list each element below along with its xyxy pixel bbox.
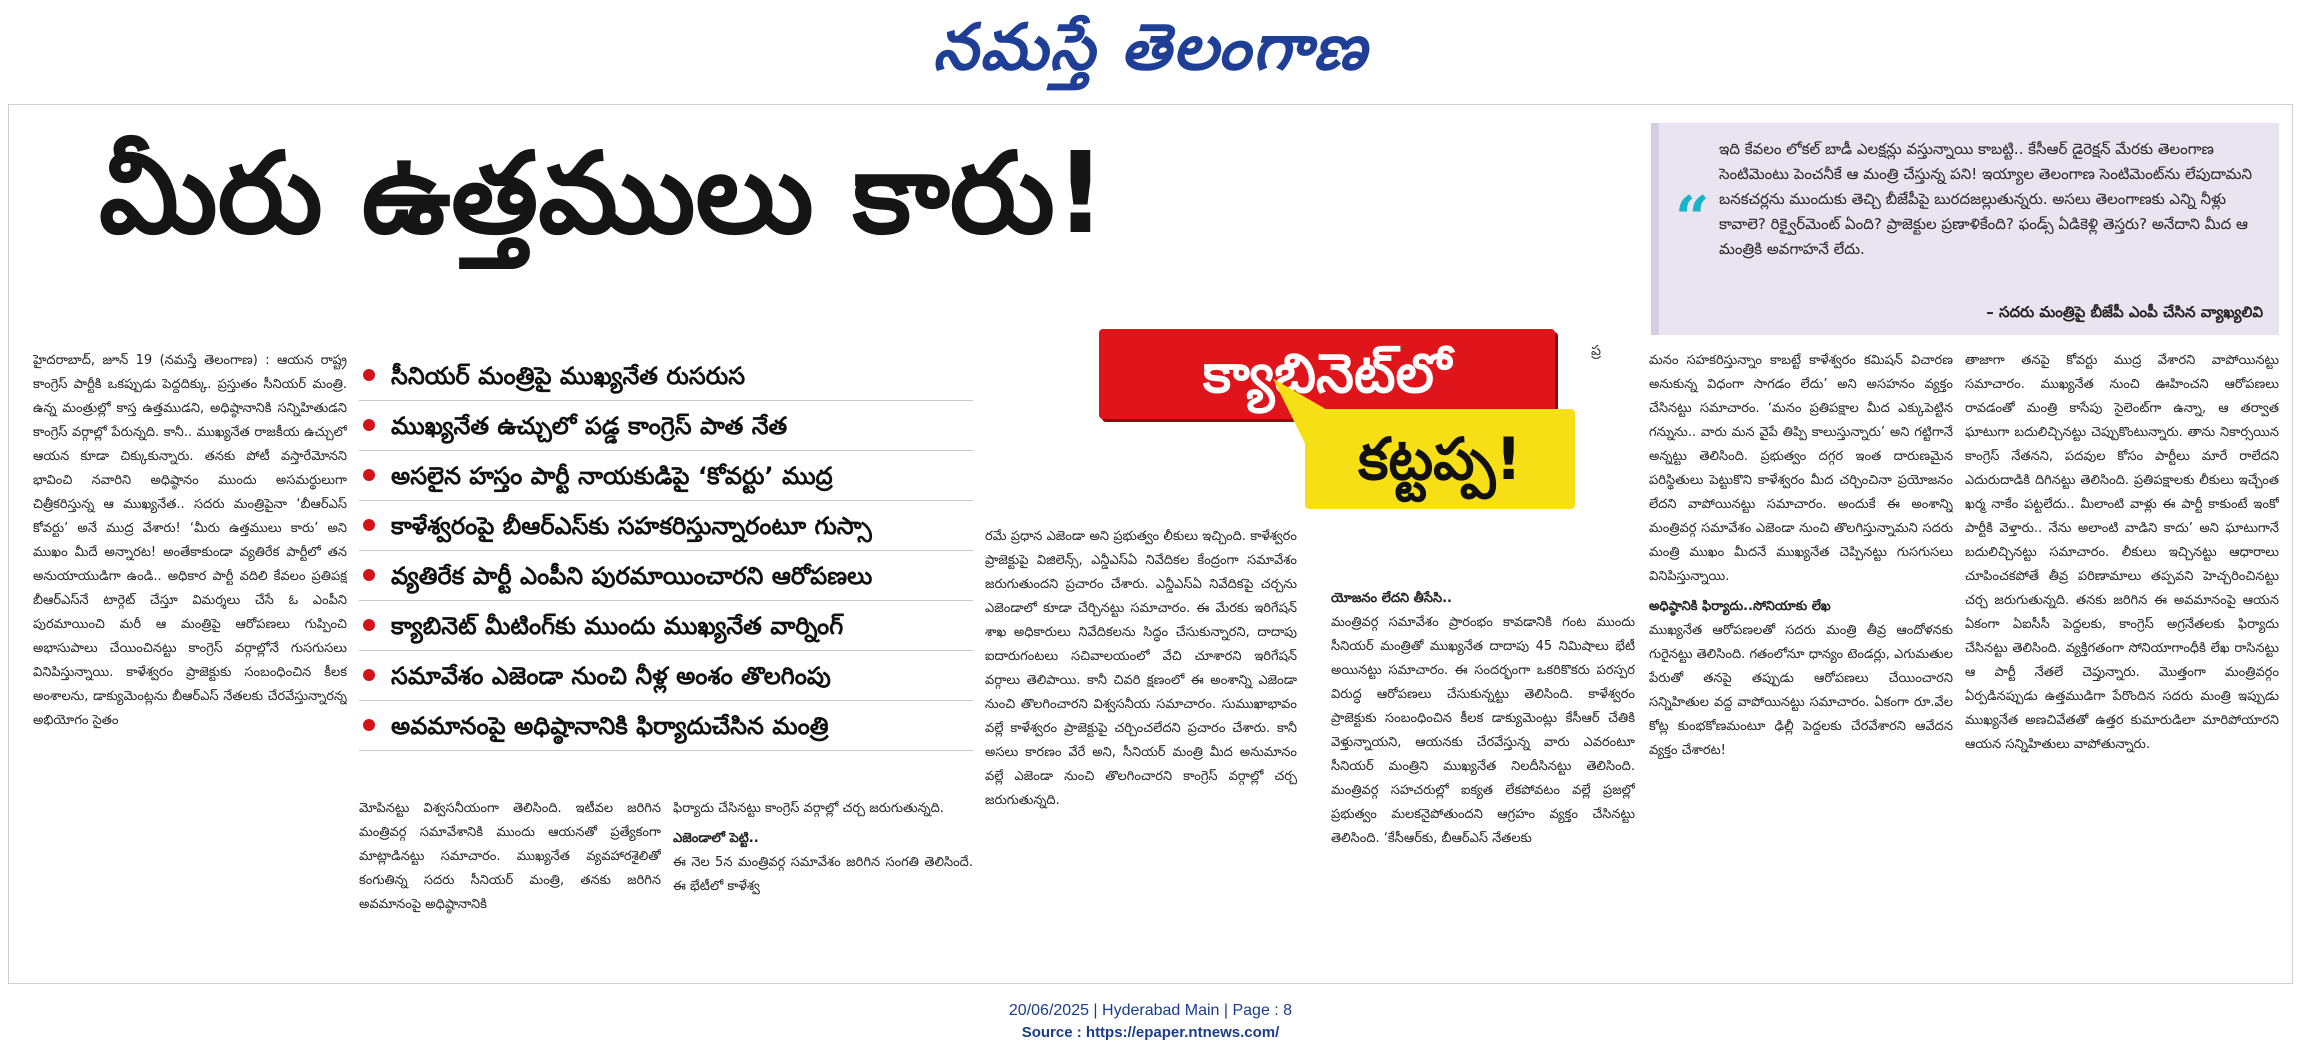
article-headline: మీరు ఉత్తములు కారు!: [99, 129, 1106, 259]
cabinet-graphic: [1099, 329, 1579, 529]
column-text: మనం సహకరిస్తున్నాం కాబట్టే కాళేశ్వరం కమిషన్ విచారణ అనుకున్న విధంగా సాగడం లేదు’ అని అసహనం వ్యక్తం చేసినట్టు సమాచారం. ‘మనం ప్రతిపక్షాల మీద ఎక్కుపెట్టిన గన్నును.. వారు మన వైపే తిప్పి కాలుస్తున్నారు’ అని గట్టిగానే అన్నట్టు తెలిసింది. ప్రభుత్వం దగ్గర ఇంత దారుణమైన పరిస్థితులు పెట్టుకొని కాళేశ్వరం మీద చర్చించినా ప్రయోజనం లేదని వాపోయినట్టు సమాచారం. అందుకే ఈ అంశాన్ని మంత్రివర్గ సమావేశం ఎజెండా నుంచి తొలగిస్తున్నామని సదరు మంత్రి ముఖం మీదనే ముఖ్యనేత చెప్పినట్టు గుసగుసలు వినిపిస్తున్నాయి.: [1649, 353, 1953, 584]
subheading: అధిష్ఠానికి ఫిర్యాదు..సోనియాకు లేఖ: [1649, 599, 1831, 614]
highlight-item: అసలైన హస్తం పార్టీ నాయకుడిపై ‘కోవర్టు’ ముద్ర: [359, 451, 973, 501]
highlight-item: అవమానంపై అధిష్ఠానానికి ఫిర్యాదుచేసిన మంత్రి: [359, 701, 973, 751]
highlight-item: క్యాబినెట్ మీటింగ్‌కు ముందు ముఖ్యనేత వార్నింగ్: [359, 601, 973, 651]
article-column-4: [985, 525, 1297, 977]
highlight-item: ముఖ్యనేత ఉచ్చులో పడ్డ కాంగ్రెస్ పాత నేత: [359, 401, 973, 451]
edition-info: 20/06/2025 | Hyderabad Main | Page : 8: [1008, 1002, 1293, 1019]
column-text: రమే ప్రధాన ఎజెండా అని ప్రభుత్వం లీకులు ఇచ్చింది. కాళేశ్వరం ప్రాజెక్టుపై విజిలెన్స్, ఎన్డీఎస్‌ఏ నివేదికల కేంద్రంగా సమావేశం జరుగుతుందని ప్రచారం చేశారు. ఎన్డీఎస్‌ఏ నివేదికపై చర్చను ఎజెండాలో కూడా చేర్చినట్టు సమాచారం. ఈ మేరకు ఇరిగేషన్ శాఖ అధికారులు నివేదికలను సిద్ధం చేసుకున్నారని, దాదాపు ఐదారుగంటలు సచివాలయంలో వేచి చూశారని ఇరిగేషన్ వర్గాలు తెలిపాయి. కానీ చివరి క్షణంలో ఈ అంశాన్ని ఎజెండా నుంచి తొలగించారని విశ్వసనీయ సమాచారం. సుముఖాభావం వల్లే కాళేశ్వరం ప్రాజెక్టుపై చర్చించలేదని ప్రచారం చేశారు. కానీ అసలు కారణం వేరే అని, సీనియర్ మంత్రి మీద అనుమానం వల్లే ఎజెండా నుంచి తొలగించారని కాంగ్రెస్ వర్గాల్లో చర్చ జరుగుతున్నది.: [985, 529, 1297, 808]
bullet-icon: [363, 569, 375, 581]
masthead: [0, 0, 2301, 100]
article-clipping: [8, 104, 2293, 984]
bullet-icon: [363, 619, 375, 631]
graphic-label-yellow: కట్టప్ప!: [1305, 409, 1575, 509]
quote-attribution: – సదరు మంత్రిపై బీజేపీ ఎంపీ చేసిన వ్యాఖ్యలివి: [1986, 303, 2263, 321]
newspaper-logo: నమస్తే తెలంగాణ: [932, 11, 1369, 85]
column-text: హైదరాబాద్, జూన్ 19 (నమస్తే తెలంగాణ) : ఆయన రాష్ట్ర కాంగ్రెస్ పార్టీకి ఒకప్పుడు పెద్దదిక్కు. ప్రస్తుతం సీనియర్ మంత్రి. ఉన్న మంత్రుల్లో కాస్త ఉత్తముడని, అధిష్ఠానానికి సన్నిహితుడని కాంగ్రెస్ వర్గాల్లో పేరున్నది. కానీ.. ముఖ్యనేత రాజకీయ ఉచ్చులో ఆయన కూడా చిక్కుకున్నారు. తనకు పోటీ వస్తారేమోనని భావించి నవారిని అధిష్ఠానం ముందు అసమర్థులుగా చిత్రీకరిస్తున్న ఆ ముఖ్యనేత.. సదరు మంత్రిపైనా ‘బీఆర్‌ఎస్ కోవర్టు’ అనే ముద్ర వేశారు! ‘మీరు ఉత్తములు కారు’ అని ముఖం మీదే అన్నారట! అంతేకాకుండా వ్యతిరేక పార్టీలో తన అనుయాయుడిగా ఉండి.. అధికార పార్టీ వదిలి కేవలం ప్రతిపక్ష బీఆర్‌ఎస్‌నే టార్గెట్ చేస్తూ విమర్శలు చేసే ఓ ఎంపీని పురమాయించి మరీ ఆ మంత్రిపై ఆరోపణలు గుప్పించి అభాసుపాలు చేయించినట్టు కాంగ్రెస్ వర్గాల్లోనే గుసగుసలు వినిపిస్తున్నాయి. కాళేశ్వరం ప్రాజెక్టుకు సంబంధించిన కీలక అంశాలను, డాక్యుమెంట్లను బీఆర్‌ఎస్ నేతలకు చేరవేస్తున్నారన్న అభియోగం సైతం: [33, 353, 347, 728]
bullet-icon: [363, 519, 375, 531]
column-text: తాజాగా తనపై కోవర్టు ముద్ర వేశారని వాపోయినట్టు సమాచారం. ముఖ్యనేత నుంచి ఊహించని ఆరోపణలు రావడంతో మంత్రి కాసేపు సైలెంట్‌గా ఉన్నా, ఆ తర్వాత ఘాటుగా బదులిచ్చినట్టు చెప్పుకొంటున్నారు. తాను నికార్సయిన కాంగ్రెస్ నేతనని, పదవుల కోసం పార్టీలు మారే రాలేదని ఎదురుదాడికి దిగినట్టు తెలిసింది. ప్రతిపక్షాలకు లీకులు ఇచ్చేంత ఖర్మ నాకేం పట్టలేదు.. మీలాంటి వాళ్లు ఈ పార్టీ కాకుంటే ఇంకో పార్టీకి వెళ్తారు.. నేను అలాంటి వాడిని కాదు’ అని ఘాటుగానే బదులిచ్చినట్టు సమాచారం. లీకులు ఇచ్చినట్టు ఆధారాలు చూపించకపోతే తీవ్ర పరిణామాలు తప్పవని హెచ్చరించినట్టు చర్చ జరుగుతున్నది. తనకు జరిగిన ఈ అవమానంపై ఆయన ఏకంగా ఏఐసీసీ పెద్దలకు, కాంగ్రెస్ అగ్రనేతలకు ఫిర్యాదు చేసినట్టు తెలిసింది. వ్యక్తిగతంగా సోనియాగాంధీకి లేఖ రాసినట్టు ఆ పార్టీ నేతలే చెప్తున్నారు. మొత్తంగా మంత్రివర్గం ఏర్పడినప్పుడు ఉత్తముడిగా పేరొందిన సదరు మంత్రి ఇప్పుడు ముఖ్యనేత అణచివేతతో ఉత్తర కుమారుడిలా మారిపోయారని ఆయన సన్నిహితులు వాపోతున్నారు.: [1965, 353, 2279, 752]
highlight-item: వ్యతిరేక పార్టీ ఎంపీని పురమాయించారని ఆరోపణలు: [359, 551, 973, 601]
stray-character: ప్ర: [1591, 343, 1601, 359]
bullet-icon: [363, 719, 375, 731]
column-text: ముఖ్యనేత ఆరోపణలతో సదరు మంత్రి తీవ్ర ఆందోళనకు గురైనట్టు తెలిసింది. గతంలోనూ ధాన్యం టెండర్లు, ఎగుమతుల పేరుతో తనపై తప్పుడు ఆరోపణలు చేయించారని సన్నిహితుల వద్ద వాపోయినట్టు సమాచారం. ఏకంగా రూ.వేల కోట్ల కుంభకోణమంటూ ఢిల్లీ పెద్దలకు చేరవేశారని ఆవేదన వ్యక్తం చేశారట!: [1649, 623, 1953, 758]
article-column-1: [33, 349, 347, 977]
article-column-5: [1331, 581, 1635, 977]
column-text: మోపినట్టు విశ్వసనీయంగా తెలిసింది. ఇటీవల జరిగిన మంత్రివర్గ సమావేశానికి ముందు ఆయనతో ప్రత్యేకంగా మాట్లాడినట్టు సమాచారం. ముఖ్యనేత వ్యవహారశైలితో కంగుతిన్న సదరు సీనియర్ మంత్రి, తనకు జరిగిన అవమానంపై అధిష్ఠానానికి: [359, 801, 661, 912]
article-column-6: [1649, 349, 1953, 977]
quote-box: [1651, 123, 2279, 335]
bullet-icon: [363, 669, 375, 681]
highlight-item: సమావేశం ఎజెండా నుంచి నీళ్ల అంశం తొలగింపు: [359, 651, 973, 701]
highlight-item: కాళేశ్వరంపై బీఆర్‌ఎస్‌కు సహకరిస్తున్నారంటూ గుస్సా: [359, 501, 973, 551]
highlight-item: సీనియర్ మంత్రిపై ముఖ్యనేత రుసరుస: [359, 351, 973, 401]
subheading: యోజనం లేదని తీసేసి..: [1331, 591, 1452, 606]
highlights-list: [359, 351, 973, 751]
article-column-3: [673, 797, 973, 977]
column-text: ఫిర్యాదు చేసినట్టు కాంగ్రెస్ వర్గాల్లో చర్చ జరుగుతున్నది.: [673, 801, 944, 816]
bullet-icon: [363, 419, 375, 431]
article-column-2: [359, 797, 661, 977]
article-column-7: [1965, 349, 2279, 977]
subheading: ఎజెండాలో పెట్టి..: [673, 831, 759, 846]
column-text: ఈ నెల 5న మంత్రివర్గ సమావేశం జరిగిన సంగతి తెలిసిందే. ఈ భేటీలో కాళేశ్వ: [673, 855, 973, 894]
graphic-label-red: క్యాబినెట్‌లో: [1099, 329, 1555, 419]
quote-text: ఇది కేవలం లోకల్ బాడీ ఎలక్షన్లు వస్తున్నాయి కాబట్టి.. కేసీఆర్ డైరెక్షన్ మేరకు తెలంగాణ సెంటిమెంటు పెంచనీకే ఆ మంత్రి చేస్తున్న పని! ఇయ్యాల తెలంగాణ సెంటిమెంట్‌ను లేపుదామని బనకచర్లను ముందుకు తెచ్చి బీజేపీపై బురదజల్లుతున్నరు. అసలు తెలంగాణకు ఎన్ని నీళ్లు కావాలె? రిక్వైర్‌మెంట్ ఏంది? ప్రాజెక్టుల ప్రణాళికేంది? ఫండ్స్ ఏడికెళ్లి తెస్తరు? అనేదాని మీద ఆ మంత్రికి అవగాహనే లేదు.: [1719, 140, 2253, 258]
bullet-icon: [363, 369, 375, 381]
source-link[interactable]: Source : https://epaper.ntnews.com/: [1021, 1024, 1280, 1041]
bullet-icon: [363, 469, 375, 481]
page-footer: [0, 1000, 2301, 1044]
quote-mark-icon: “: [1675, 184, 1710, 254]
column-text: మంత్రివర్గ సమావేశం ప్రారంభం కావడానికి గంట ముందు సీనియర్ మంత్రితో ముఖ్యనేత దాదాపు 45 నిమిషాలు భేటీ అయినట్టు సమాచారం. ఈ సందర్భంగా ఒకరికొకరు పరస్పర విరుద్ధ ఆరోపణలు చేసుకున్నట్టు తెలిసింది. కాళేశ్వరం ప్రాజెక్టుకు సంబంధించిన కీలక డాక్యుమెంట్లు కేసీఆర్ చేతికి వెళ్తున్నాయని, ఆయనకు చేరవేస్తున్న వారు ఎవరంటూ సీనియర్ మంత్రిని ముఖ్యనేత నిలదీసినట్టు తెలిసింది. మంత్రివర్గ సహచరుల్లో ఐక్యత లేకపోవటం వల్లే ప్రజల్లో ప్రభుత్వం మలకనైపోతుందని ఆగ్రహం వ్యక్తం చేసినట్టు తెలిసింది. ‘కేసీఆర్‌కు, బీఆర్‌ఎస్ నేతలకు: [1331, 615, 1635, 846]
